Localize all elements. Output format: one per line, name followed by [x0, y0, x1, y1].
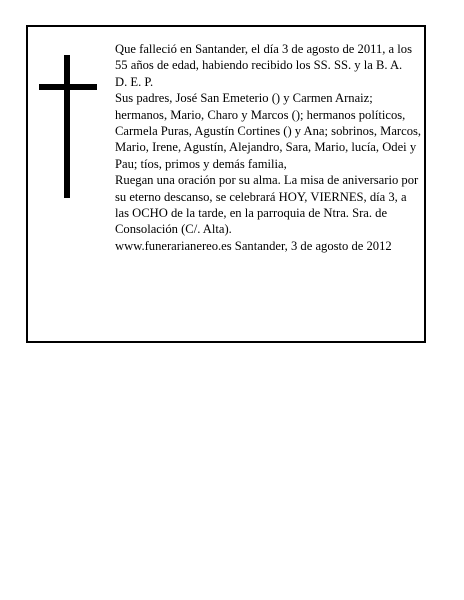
- rip-line: D. E. P.: [115, 74, 154, 89]
- source-line: www.funerarianereo.es Santander, 3 de agosto de 2012: [115, 238, 392, 253]
- notice-text: [115, 41, 423, 254]
- mass-paragraph: Ruegan una oración por su alma. La misa de aniversario por su eterno descanso, se celebrará HOY, VIERNES, día 3, a las OCHO de la tarde, en la parroquia de Ntra. Sra. de Consolación (C/. Alta).: [115, 173, 419, 237]
- cross-horizontal-bar: [39, 84, 97, 90]
- obituary-notice: [26, 25, 426, 343]
- cross-vertical-bar: [64, 55, 70, 198]
- announcement-paragraph: Que falleció en Santander, el día 3 de agosto de 2011, a los 55 años de edad, habiendo recibido los SS. SS. y la B. A.: [115, 42, 412, 73]
- family-paragraph: Sus padres, José San Emeterio () y Carmen Arnaiz; hermanos, Mario, Charo y Marcos (); hermanos políticos, Carmela Puras, Agustín Cortines () y Ana; sobrinos, Marcos, Mario, Irene, Agustín, Alejandro, Sara, Mario, lucía, Odei y Pau; tíos, primos y demás familia,: [115, 91, 422, 171]
- cross-icon: [39, 55, 97, 198]
